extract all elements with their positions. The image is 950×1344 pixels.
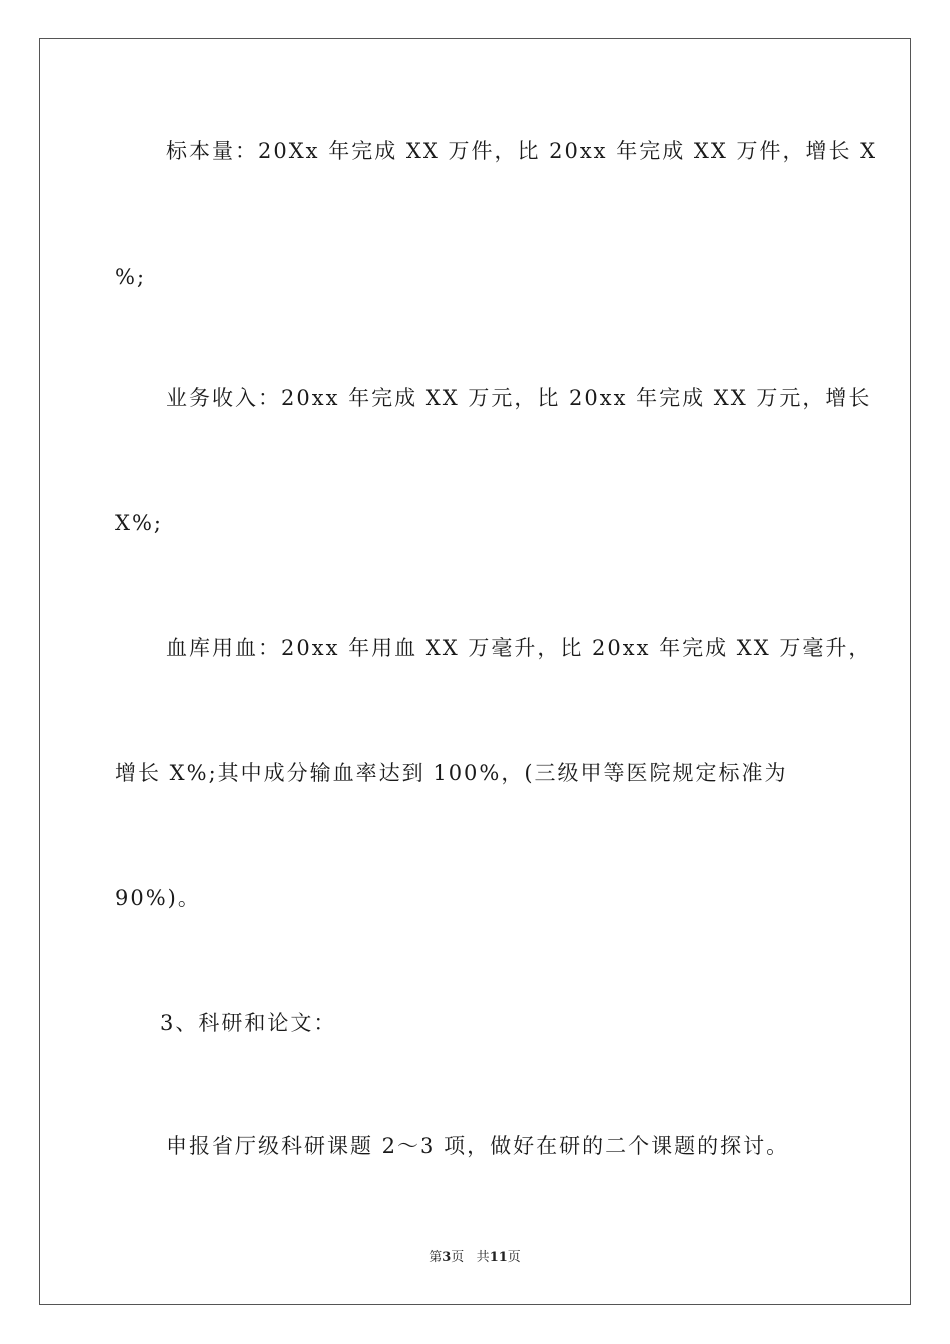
footer-total-prefix: 共 xyxy=(476,1250,490,1265)
footer-total-suffix: 页 xyxy=(507,1250,521,1265)
footer-page-suffix: 页 xyxy=(451,1250,465,1265)
paragraph-research-projects: 申报省厅级科研课题 2～3 项，做好在研的二个课题的探讨。 xyxy=(166,1134,790,1158)
paragraph-specimen-volume-cont: %; xyxy=(115,265,147,289)
section-heading-research: 3、科研和论文： xyxy=(160,1011,337,1035)
paragraph-blood-bank-usage: 血库用血：20xx 年用血 XX 万毫升，比 20xx 年完成 XX 万毫升， xyxy=(166,636,872,660)
paragraph-specimen-volume: 标本量：20Xx 年完成 XX 万件，比 20xx 年完成 XX 万件，增长 X xyxy=(166,139,878,163)
footer-page-prefix: 第 xyxy=(429,1250,443,1265)
page-border xyxy=(39,38,911,1305)
paragraph-business-income-cont: X%; xyxy=(115,511,163,535)
footer-total-pages: 11 xyxy=(489,1250,508,1265)
footer-page-number: 3 xyxy=(442,1250,452,1265)
paragraph-blood-bank-usage-end: 90%)。 xyxy=(115,886,201,910)
paragraph-blood-bank-usage-cont: 增长 X%;其中成分输血率达到 100%，(三级甲等医院规定标准为 xyxy=(115,761,788,785)
page-footer xyxy=(0,1246,950,1265)
paragraph-business-income: 业务收入：20xx 年完成 XX 万元，比 20xx 年完成 XX 万元，增长 xyxy=(166,386,872,410)
